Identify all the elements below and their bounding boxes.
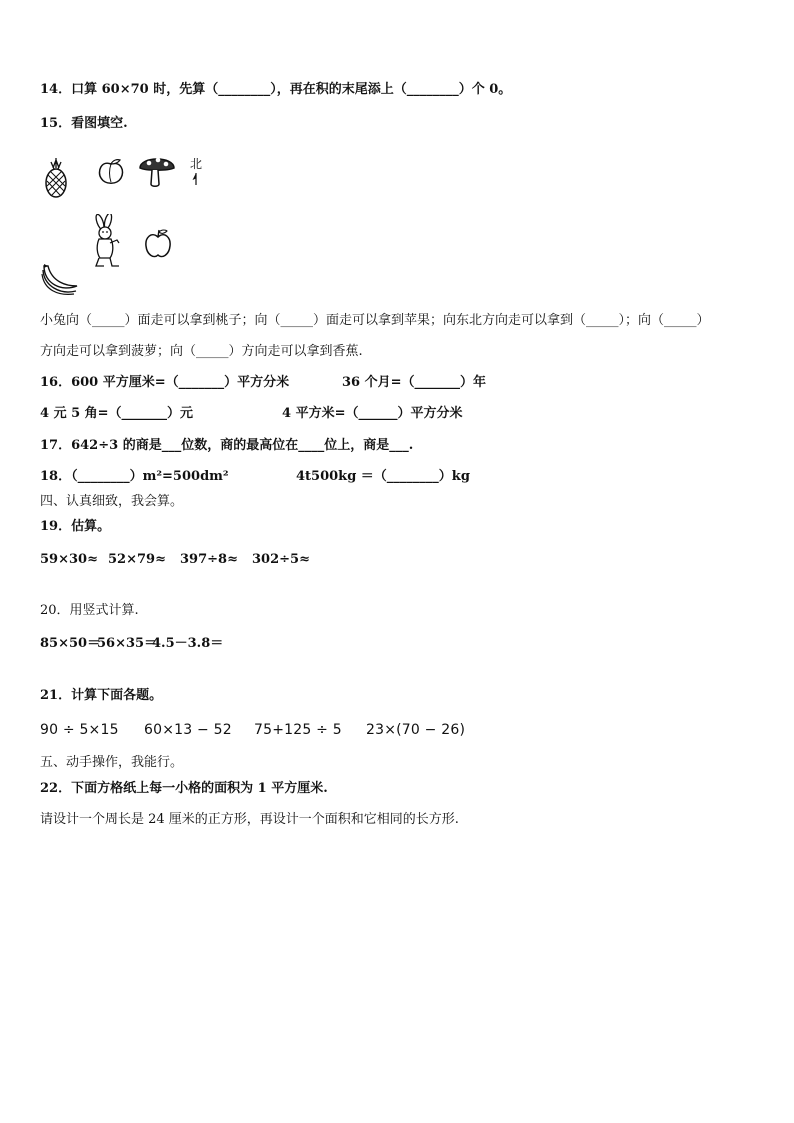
pineapple-icon	[42, 158, 70, 200]
calc-expression: 60×13 − 52	[144, 722, 232, 738]
question-16-b: 36 个月=（_______）年	[342, 375, 487, 390]
question-14: 14．口算 60×70 时，先算（________），再在积的末尾添上（________）个 0。	[40, 82, 512, 97]
estimate-item: 52×79≈	[108, 552, 166, 567]
estimate-item: 59×30≈	[40, 552, 98, 567]
north-arrow-icon	[191, 172, 201, 186]
estimate-item: 302÷5≈	[252, 552, 310, 567]
section-5-heading: 五、动手操作，我能行。	[40, 755, 184, 770]
mushroom-icon	[138, 152, 176, 188]
estimate-item: 397÷8≈	[180, 552, 238, 567]
question-21-title: 21．计算下面各题。	[40, 688, 163, 703]
vertical-calc-item: 4.5－3.8＝	[152, 636, 224, 651]
question-16-c: 4 元 5 角=（_______）元	[40, 406, 194, 421]
question-19-title: 19．估算。	[40, 519, 111, 534]
question-15-line-1: 小兔向（_____）面走可以拿到桃子；向（_____）面走可以拿到苹果；向东北方向走可以拿到（_____）；向（_____）	[40, 313, 710, 328]
question-15-title: 15．看图填空.	[40, 116, 128, 131]
question-22-title: 22．下面方格纸上每一小格的面积为 1 平方厘米.	[40, 781, 328, 796]
question-16-a: 16．600 平方厘米=（_______）平方分米	[40, 375, 290, 390]
question-18-a: 18．（________）m²=500dm²	[40, 469, 229, 484]
calc-expression: 75+125 ÷ 5	[254, 722, 342, 738]
vertical-calc-item: 85×50＝	[40, 636, 101, 651]
rabbit-icon	[90, 214, 126, 270]
section-4-heading: 四、认真细致，我会算。	[40, 494, 184, 509]
calc-expression: 23×(70 − 26)	[366, 722, 466, 738]
calc-expression: 90 ÷ 5×15	[40, 722, 119, 738]
north-label: 北	[190, 157, 203, 171]
question-16-d: 4 平方米=（______）平方分米	[282, 406, 463, 421]
peach-icon	[96, 158, 126, 186]
question-17: 17．642÷3 的商是___位数，商的最高位在____位上，商是___.	[40, 438, 414, 453]
apple-icon	[144, 228, 172, 260]
vertical-calc-item: 56×35＝	[97, 636, 158, 651]
question-20-title: 20．用竖式计算.	[40, 603, 139, 618]
question-22-line: 请设计一个周长是 24 厘米的正方形，再设计一个面积和它相同的长方形.	[40, 812, 459, 827]
question-18-b: 4t500kg ＝（________）kg	[296, 469, 470, 484]
banana-icon	[40, 262, 80, 296]
question-15-line-2: 方向走可以拿到菠萝；向（_____）方向走可以拿到香蕉.	[40, 344, 363, 359]
